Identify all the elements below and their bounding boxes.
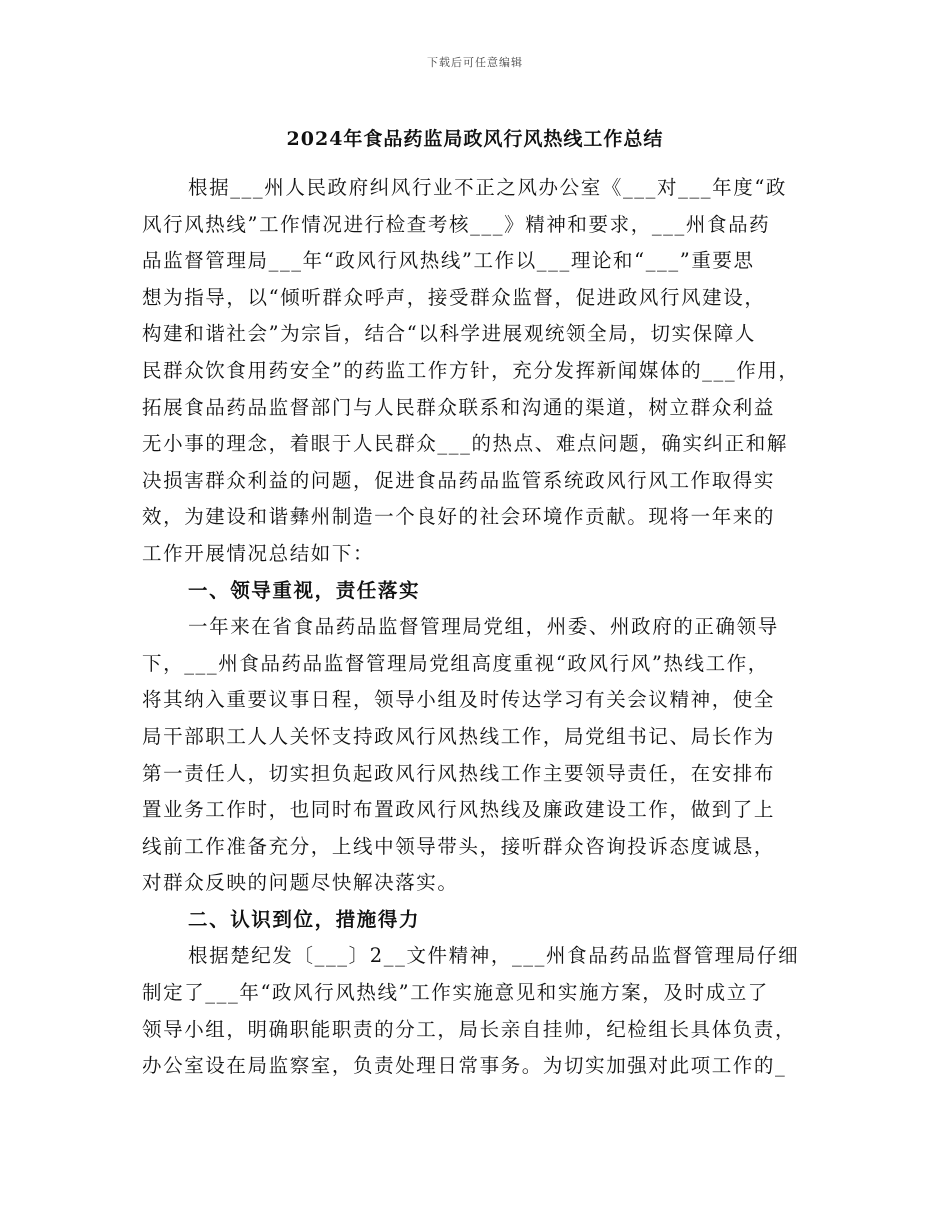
body-text-line: 决损害群众利益的问题，促进食品药品监管系统政风行风工作取得实 (142, 468, 776, 492)
body-text-line: 风行风热线”工作情况进行检查考核___》精神和要求，___州食品药 (142, 212, 771, 236)
document-body (142, 170, 822, 1085)
body-text-line: 品监督管理局___年“政风行风热线”工作以___理论和“___”重要思 (142, 249, 755, 273)
body-text-line: 制定了___年“政风行风热线”工作实施意见和实施方案，及时成立了 (142, 981, 769, 1005)
section-heading: 一、领导重视，责任落实 (188, 578, 421, 602)
body-text-line: 局干部职工人人关怀支持政风行风热线工作，局党组书记、局长作为 (142, 724, 776, 748)
body-text-line: 将其纳入重要议事日程，领导小组及时传达学习有关会议精神，使全 (142, 688, 776, 712)
body-text-line: 想为指导，以“倾听群众呼声，接受群众监督，促进政风行风建设， (142, 285, 766, 309)
body-text-line: 工作开展情况总结如下： (142, 541, 375, 565)
body-text-line: 无小事的理念，着眼于人民群众___的热点、难点问题，确实纠正和解 (142, 432, 788, 456)
header-note: 下载后可任意编辑 (427, 56, 523, 69)
body-text-line: 民群众饮食用药安全”的药监工作方针，充分发挥新闻媒体的___作用， (142, 358, 800, 382)
body-text-line: 对群众反映的问题尽快解决落实。 (142, 871, 459, 895)
document-title: 2024年食品药监局政风行风热线工作总结 (286, 128, 664, 150)
body-text-line: 下，___州食品药品监督管理局党组高度重视“政风行风”热线工作， (142, 651, 769, 675)
body-text-line: 第一责任人，切实担负起政风行风热线工作主要领导责任，在安排布 (142, 761, 776, 785)
body-text-line: 线前工作准备充分，上线中领导带头，接听群众咨询投诉态度诚恳， (142, 834, 776, 858)
body-text-line: 置业务工作时，也同时布置政风行风热线及廉政建设工作，做到了上 (142, 798, 776, 822)
body-text-line: 根据楚纪发〔___〕2__文件精神，___州食品药品监督管理局仔细 (188, 944, 800, 968)
body-text-line: 领导小组，明确职能职责的分工，局长亲自挂帅，纪检组长具体负责， (142, 1017, 797, 1041)
body-text-line: 根据___州人民政府纠风行业不正之风办公室《___对___年度“政 (188, 176, 788, 199)
body-text-line: 一年来在省食品药品监督管理局党组，州委、州政府的正确领导 (188, 615, 779, 639)
body-text-line: 拓展食品药品监督部门与人民群众联系和沟通的渠道，树立群众利益 (142, 395, 776, 419)
body-text-line: 办公室设在局监察室，负责处理日常事务。为切实加强对此项工作的_ (142, 1054, 787, 1078)
body-text-line: 效，为建设和谐彝州制造一个良好的社会环境作贡献。现将一年来的 (142, 505, 776, 529)
body-text-line: 构建和谐社会”为宗旨，结合“以科学进展观统领全局，切实保障人 (142, 322, 756, 346)
section-heading: 二、认识到位，措施得力 (188, 907, 421, 931)
